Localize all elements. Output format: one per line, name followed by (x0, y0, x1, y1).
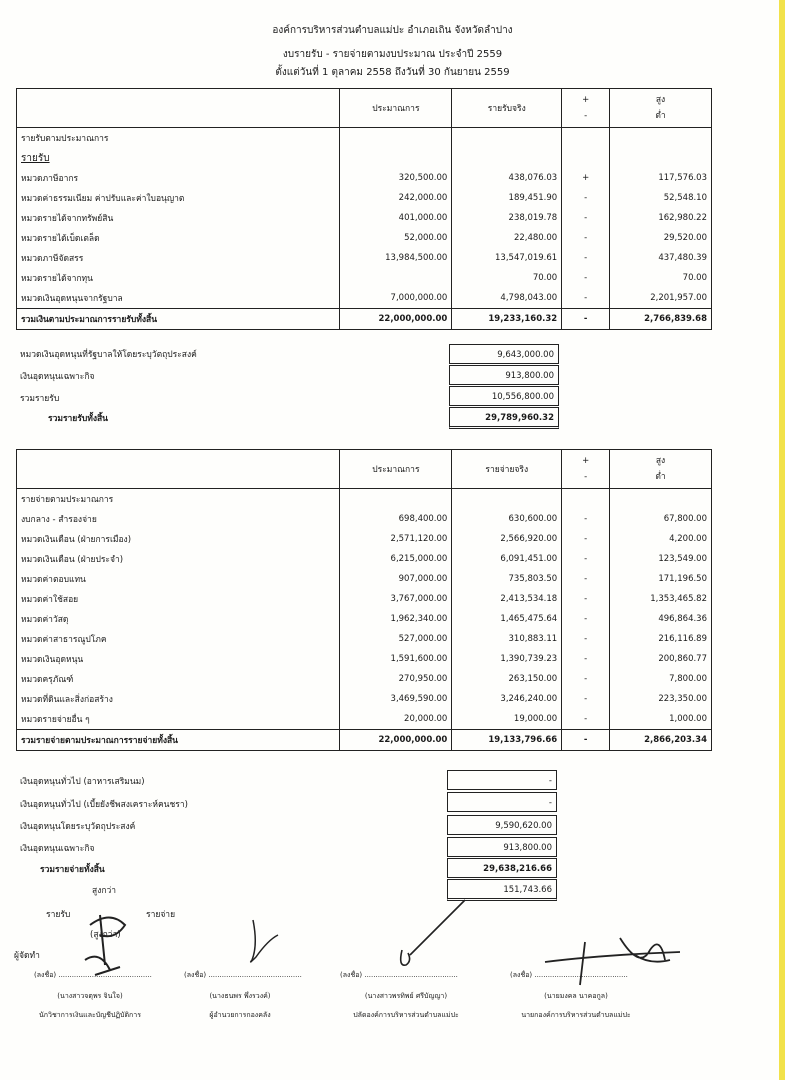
expense-row (17, 689, 712, 709)
expense-row-budget: 270,950.00 (340, 669, 452, 689)
expense-row-sign: - (562, 549, 610, 569)
income-row (17, 188, 712, 208)
income-extra-value-1: 913,800.00 (449, 365, 559, 385)
income-row (17, 228, 712, 248)
expense-row-label: งบกลาง - สำรองจ่าย (17, 509, 340, 529)
income-row-label: หมวดรายได้จากทุน (17, 268, 340, 288)
expense-row (17, 569, 712, 589)
income-diff-header: สูง ต่ำ (610, 89, 712, 128)
expense-header-row (17, 450, 712, 489)
income-row-label: หมวดเงินอุดหนุนจากรัฐบาล (17, 288, 340, 309)
income-budget-header: ประมาณการ (340, 89, 452, 128)
signer-name-3: (นางสาวพรทิพย์ ศรีบัญญา) (364, 992, 448, 1000)
signer-position-3: ปลัดองค์การบริหารส่วนตำบลแม่ปะ (353, 1011, 459, 1019)
expense-row-diff: 123,549.00 (610, 549, 712, 569)
expense-extra-label-2: เงินอุดหนุนโดยระบุวัตถุประสงค์ (20, 822, 136, 832)
expense-extra-value-3: 913,800.00 (447, 837, 557, 857)
income-row-sign: - (562, 288, 610, 309)
expense-row-label: หมวดที่ดินและสิ่งก่อสร้าง (17, 689, 340, 709)
expense-row-budget: 3,469,590.00 (340, 689, 452, 709)
expense-extra-label-0: เงินอุดหนุนทั่วไป (อาหารเสริมนม) (20, 777, 145, 787)
income-row-label: หมวดภาษีจัดสรร (17, 248, 340, 268)
income-extra-value-2: 10,556,800.00 (449, 386, 559, 406)
income-grand-total-value: 29,789,960.32 (449, 407, 559, 429)
income-row-sign: - (562, 268, 610, 288)
income-row-label: หมวดรายได้เบ็ดเตล็ด (17, 228, 340, 248)
expense-row (17, 609, 712, 629)
expense-row-sign: - (562, 569, 610, 589)
signer-name-2: (นางธนพร พึ่งรวงค์) (209, 992, 271, 1000)
expense-row (17, 529, 712, 549)
income-row-sign: + (562, 168, 610, 188)
income-total-actual: 19,233,160.32 (452, 309, 562, 330)
expense-row-diff: 67,800.00 (610, 509, 712, 529)
income-table (16, 88, 712, 330)
signature-block-4: (ลงชื่อ) .......................................... (นายมงคล นาคอกูล) นายกองค์การบริหารส่วนตำบลแม่ปะ (496, 970, 656, 1021)
expense-row-budget: 2,571,120.00 (340, 529, 452, 549)
expense-row-diff: 1,000.00 (610, 709, 712, 730)
expense-row-sign: - (562, 649, 610, 669)
expense-row (17, 629, 712, 649)
signer-position-1: นักวิชาการเงินและบัญชีปฏิบัติการ (39, 1011, 141, 1019)
sign-label-1: (ลงชื่อ) (34, 971, 57, 979)
income-row (17, 248, 712, 268)
expense-budget-header: ประมาณการ (340, 450, 452, 489)
expense-row-label: หมวดค่าตอบแทน (17, 569, 340, 589)
expense-row-diff: 7,800.00 (610, 669, 712, 689)
org-title: องค์การบริหารส่วนตำบลแม่ปะ อำเภอเถิน จังหวัดลำปาง (272, 25, 513, 36)
expense-row-label: หมวดเงินเดือน (ฝ่ายประจำ) (17, 549, 340, 569)
expense-table (16, 449, 712, 751)
signer-name-4: (นายมงคล นาคอกูล) (544, 992, 608, 1000)
income-total-row (17, 309, 712, 330)
expense-diff-header: สูง ต่ำ (610, 450, 712, 489)
expense-row (17, 549, 712, 569)
income-rows (17, 168, 712, 309)
expense-row (17, 589, 712, 609)
income-sign-header: + - (562, 89, 610, 128)
signer-position-4: นายกองค์การบริหารส่วนตำบลแม่ปะ (521, 1011, 631, 1019)
signature-scribble-4 (540, 930, 700, 990)
income-grand-total-label: รวมรายรับทั้งสิ้น (48, 414, 108, 424)
income-row-label: หมวดรายได้จากทรัพย์สิน (17, 208, 340, 228)
expense-row-actual: 630,600.00 (452, 509, 562, 529)
expense-row-budget: 1,962,340.00 (340, 609, 452, 629)
expense-row-actual: 735,803.50 (452, 569, 562, 589)
expense-rows (17, 509, 712, 730)
income-row-diff: 437,480.39 (610, 248, 712, 268)
expense-row-diff: 4,200.00 (610, 529, 712, 549)
expense-row-actual: 6,091,451.00 (452, 549, 562, 569)
signature-scribble-3 (390, 895, 470, 975)
expense-section-title: รายจ่ายตามประมาณการ (17, 489, 340, 510)
income-row (17, 168, 712, 188)
expense-row (17, 509, 712, 529)
income-row-actual: 238,019.78 (452, 208, 562, 228)
income-row-diff: 29,520.00 (610, 228, 712, 248)
footer-income-label: รายรับ (46, 910, 71, 920)
income-total-budget: 22,000,000.00 (340, 309, 452, 330)
footer-expense-label: รายจ่าย (146, 910, 176, 920)
income-row-diff: 52,548.10 (610, 188, 712, 208)
expense-row-label: หมวดครุภัณฑ์ (17, 669, 340, 689)
expense-extra-value-0: - (447, 770, 557, 790)
expense-section-row (17, 489, 712, 510)
income-section-row (17, 128, 712, 149)
income-section-title: รายรับตามประมาณการ (17, 128, 340, 149)
expense-row-actual: 19,000.00 (452, 709, 562, 730)
expense-row-sign: - (562, 689, 610, 709)
expense-extra-value-2: 9,590,620.00 (447, 815, 557, 835)
expense-row-label: หมวดรายจ่ายอื่น ๆ (17, 709, 340, 730)
income-row-sign: - (562, 188, 610, 208)
income-row-diff: 117,576.03 (610, 168, 712, 188)
signature-scribble-1 (70, 905, 140, 985)
income-extra-value-0: 9,643,000.00 (449, 344, 559, 364)
income-row-actual: 22,480.00 (452, 228, 562, 248)
expense-grand-total-label: รวมรายจ่ายทั้งสิ้น (40, 865, 105, 875)
expense-row-budget: 698,400.00 (340, 509, 452, 529)
income-row-budget: 242,000.00 (340, 188, 452, 208)
expense-row-label: หมวดค่าวัสดุ (17, 609, 340, 629)
expense-row-diff: 200,860.77 (610, 649, 712, 669)
income-row-budget: 401,000.00 (340, 208, 452, 228)
expense-row-budget: 20,000.00 (340, 709, 452, 730)
expense-row-actual: 263,150.00 (452, 669, 562, 689)
signer-name-1: (นางสาวจตุพร จินใจ) (57, 992, 123, 1000)
expense-row-label: หมวดค่าใช้สอย (17, 589, 340, 609)
expense-row-diff: 496,864.36 (610, 609, 712, 629)
expense-row-diff: 1,353,465.82 (610, 589, 712, 609)
expense-extra-value-1: - (447, 792, 557, 812)
expense-row-actual: 1,465,475.64 (452, 609, 562, 629)
signature-scribble-2 (238, 915, 288, 970)
prepared-by-label: ผู้จัดทำ (14, 951, 40, 961)
expense-row (17, 709, 712, 730)
expense-row-actual: 2,566,920.00 (452, 529, 562, 549)
income-row-sign: - (562, 228, 610, 248)
expense-total-actual: 19,133,796.66 (452, 730, 562, 751)
expense-row-diff: 216,116.89 (610, 629, 712, 649)
expense-row-budget: 3,767,000.00 (340, 589, 452, 609)
income-row-actual: 189,451.90 (452, 188, 562, 208)
income-row-budget: 13,984,500.00 (340, 248, 452, 268)
income-row-budget: 52,000.00 (340, 228, 452, 248)
income-row-actual: 70.00 (452, 268, 562, 288)
expense-row-actual: 1,390,739.23 (452, 649, 562, 669)
expense-row-label: หมวดค่าสาธารณูปโภค (17, 629, 340, 649)
expense-row-label: หมวดเงินเดือน (ฝ่ายการเมือง) (17, 529, 340, 549)
income-row-budget: 7,000,000.00 (340, 288, 452, 309)
expense-row-budget: 527,000.00 (340, 629, 452, 649)
expense-row-actual: 310,883.11 (452, 629, 562, 649)
expense-row-sign: - (562, 629, 610, 649)
income-extra-label-0: หมวดเงินอุดหนุนที่รัฐบาลให้โดยระบุวัตถุประสงค์ (20, 350, 197, 360)
income-row-sign: - (562, 208, 610, 228)
income-row (17, 288, 712, 309)
income-row-sign: - (562, 248, 610, 268)
income-extra-label-2: รวมรายรับ (20, 394, 60, 404)
income-row-diff: 162,980.22 (610, 208, 712, 228)
expense-total-row (17, 730, 712, 751)
income-row-actual: 4,798,043.00 (452, 288, 562, 309)
higher-value: 151,743.66 (447, 879, 557, 901)
sign-label-2: (ลงชื่อ) (184, 971, 207, 979)
footer-higher-label: (สูงกว่า) (90, 930, 121, 940)
income-row-actual: 13,547,019.61 (452, 248, 562, 268)
expense-row-budget: 907,000.00 (340, 569, 452, 589)
income-row-label: หมวดค่าธรรมเนียม ค่าปรับและค่าใบอนุญาต (17, 188, 340, 208)
expense-row-actual: 3,246,240.00 (452, 689, 562, 709)
income-subsection-row (17, 148, 712, 168)
expense-row-diff: 171,196.50 (610, 569, 712, 589)
sign-label-3: (ลงชื่อ) (340, 971, 363, 979)
income-row-actual: 438,076.03 (452, 168, 562, 188)
expense-row-budget: 6,215,000.00 (340, 549, 452, 569)
expense-row-sign: - (562, 529, 610, 549)
income-row-budget (340, 268, 452, 288)
income-total-diff: 2,766,839.68 (610, 309, 712, 330)
expense-grand-total-value: 29,638,216.66 (447, 858, 557, 878)
sign-label-4: (ลงชื่อ) (510, 971, 533, 979)
expense-extra-label-1: เงินอุดหนุนทั่วไป (เบี้ยยังชีพสงเคราะห์คนชรา) (20, 800, 188, 810)
expense-total-sign: - (562, 730, 610, 751)
report-title: งบรายรับ - รายจ่ายตามงบประมาณ ประจำปี 2559 (282, 49, 503, 60)
signature-block-1: (ลงชื่อ) .......................................... (นางสาวจตุพร จินใจ) นักวิชาการเงินและบัญชีปฏิบัติการ (20, 970, 160, 1021)
expense-row (17, 649, 712, 669)
expense-label-header (17, 450, 340, 489)
signature-block-2: (ลงชื่อ) .......................................... (นางธนพร พึ่งรวงค์) ผู้อำนวยการกองคลัง (170, 970, 310, 1021)
signer-position-2: ผู้อำนวยการกองคลัง (209, 1011, 271, 1019)
expense-total-budget: 22,000,000.00 (340, 730, 452, 751)
expense-row-sign: - (562, 669, 610, 689)
income-row (17, 268, 712, 288)
income-row-diff: 2,201,957.00 (610, 288, 712, 309)
income-row-diff: 70.00 (610, 268, 712, 288)
expense-row-diff: 223,350.00 (610, 689, 712, 709)
expense-row-actual: 2,413,534.18 (452, 589, 562, 609)
expense-row-sign: - (562, 709, 610, 730)
expense-row-label: หมวดเงินอุดหนุน (17, 649, 340, 669)
expense-total-diff: 2,866,203.34 (610, 730, 712, 751)
higher-label: สูงกว่า (92, 886, 117, 896)
income-total-sign: - (562, 309, 610, 330)
income-row-budget: 320,500.00 (340, 168, 452, 188)
expense-actual-header: รายจ่ายจริง (452, 450, 562, 489)
expense-row-sign: - (562, 589, 610, 609)
expense-row-budget: 1,591,600.00 (340, 649, 452, 669)
report-period: ตั้งแต่วันที่ 1 ตุลาคม 2558 ถึงวันที่ 30 กันยายน 2559 (275, 67, 510, 78)
expense-sign-header: + - (562, 450, 610, 489)
expense-row (17, 669, 712, 689)
income-row-label: หมวดภาษีอากร (17, 168, 340, 188)
income-extra-label-1: เงินอุดหนุนเฉพาะกิจ (20, 372, 95, 382)
income-total-label: รวมเงินตามประมาณการรายรับทั้งสิ้น (17, 309, 340, 330)
income-subsection-title: รายรับ (17, 148, 340, 168)
expense-row-sign: - (562, 609, 610, 629)
income-header-row (17, 89, 712, 128)
expense-extra-label-3: เงินอุดหนุนเฉพาะกิจ (20, 844, 95, 854)
expense-total-label: รวมรายจ่ายตามประมาณการรายจ่ายทั้งสิ้น (17, 730, 340, 751)
income-actual-header: รายรับจริง (452, 89, 562, 128)
income-row (17, 208, 712, 228)
expense-row-sign: - (562, 509, 610, 529)
income-label-header (17, 89, 340, 128)
page-edge (779, 0, 785, 1080)
signature-block-3: (ลงชื่อ) .......................................... (นางสาวพรทิพย์ ศรีบัญญา) ปลัดองค์การบริหารส่วนตำบลแม่ปะ (326, 970, 486, 1021)
